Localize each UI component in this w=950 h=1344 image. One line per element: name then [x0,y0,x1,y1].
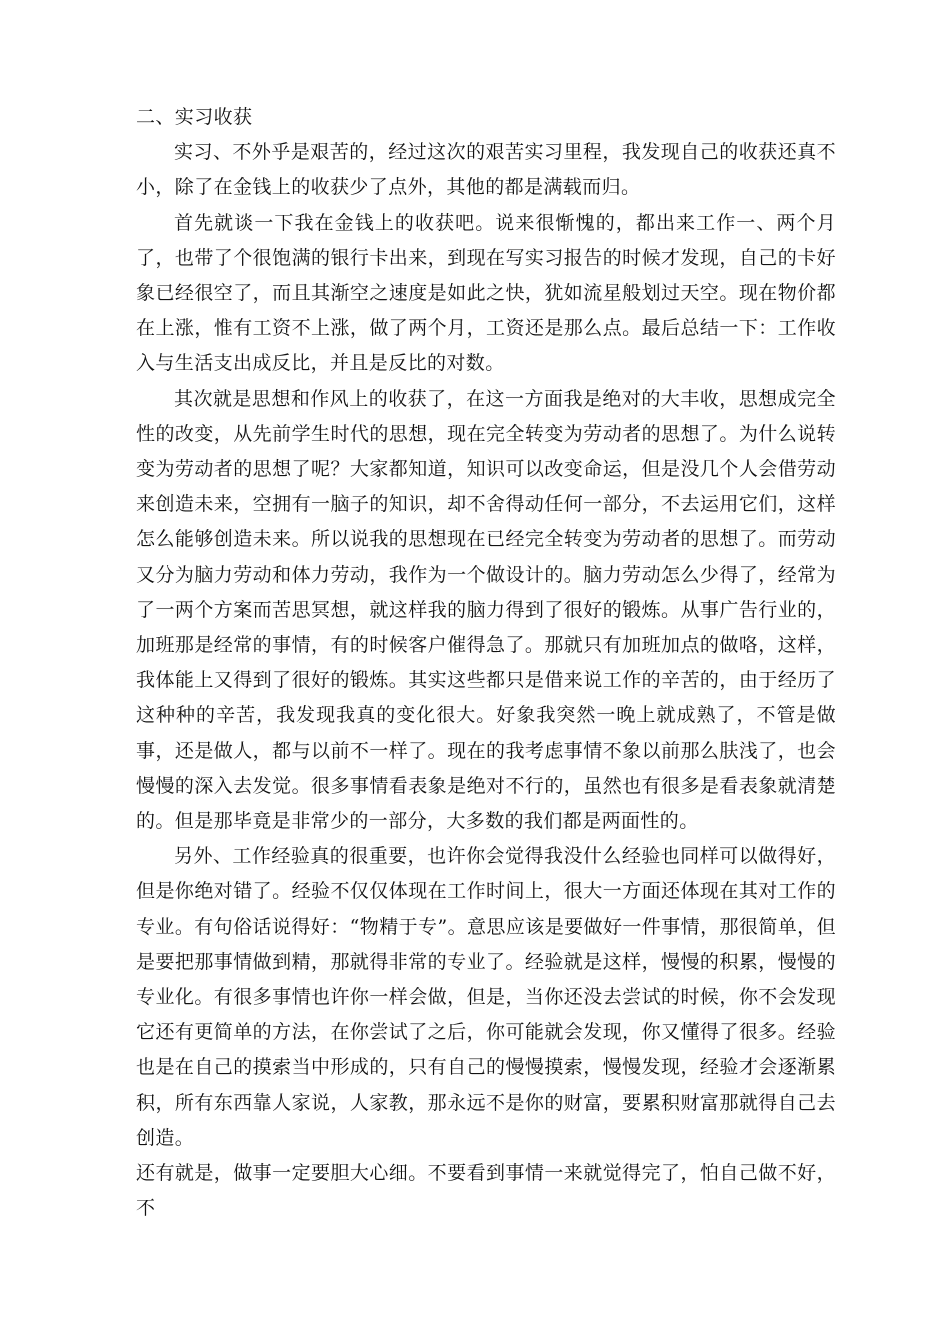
paragraph-experience: 另外、工作经验真的很重要，也许你会觉得我没什么经验也同样可以做得好，但是你绝对错了。经验不仅仅体现在工作时间上，很大一方面还体现在其对工作的专业。有句俗话说得好：“物精于专”。意思应该是要做好一件事情，那很简单，但是要把那事情做到精，那就得非常的专业了。经验就是这样，慢慢的积累，慢慢的专业化。有很多事情也许你一样会做，但是，当你还没去尝试的时候，你不会发现它还有更简单的方法，在你尝试了之后，你可能就会发现，你又懂得了很多。经验也是在自己的摸索当中形成的，只有自己的慢慢摸索，慢慢发现，经验才会逐渐累积，所有东西靠人家说，人家教，那永远不是你的财富，要累积财富那就得自己去创造。 [136,845,836,1149]
paragraph-intro: 实习、不外乎是艰苦的，经过这次的艰苦实习里程，我发现自己的收获还真不小，除了在金钱上的收获少了点外，其他的都是满载而归。 [136,141,836,199]
paragraph-thought: 其次就是思想和作风上的收获了，在这一方面我是绝对的大丰收，思想成完全性的改变，从先前学生时代的思想，现在完全转变为劳动者的思想了。为什么说转变为劳动者的思想了呢？大家都知道，知识可以改变命运，但是没几个人会借劳动来创造未来，空拥有一脑子的知识，却不舍得动任何一部分，不去运用它们，这样怎么能够创造未来。所以说我的思想现在已经完全转变为劳动者的思想了。而劳动又分为脑力劳动和体力劳动，我作为一个做设计的。脑力劳动怎么少得了，经常为了一两个方案而苦思冥想，就这样我的脑力得到了很好的锻炼。从事广告行业的，加班那是经常的事情，有的时候客户催得急了。那就只有加班加点的做咯，这样，我体能上又得到了很好的锻炼。其实这些都只是借来说工作的辛苦的，由于经历了这种种的辛苦，我发现我真的变化很大。好象我突然一晚上就成熟了，不管是做事，还是做人，都与以前不一样了。现在的我考虑事情不象以前那么肤浅了，也会慢慢的深入去发觉。很多事情看表象是绝对不行的，虽然也有很多是看表象就清楚的。但是那毕竟是非常少的一部分，大多数的我们都是两面性的。 [136,387,836,833]
paragraph-money: 首先就谈一下我在金钱上的收获吧。说来很惭愧的，都出来工作一、两个月了，也带了个很饱满的银行卡出来，到现在写实习报告的时候才发现，自己的卡好象已经很空了，而且其渐空之速度是如此之快，犹如流星般划过天空。现在物价都在上涨，惟有工资不上涨，做了两个月，工资还是那么点。最后总结一下：工作收入与生活支出成反比，并且是反比的对数。 [136,211,836,375]
section-heading: 二、实习收获 [136,106,253,128]
document-body [136,100,836,1227]
paragraph-attitude: 还有就是，做事一定要胆大心细。不要看到事情一来就觉得完了，怕自己做不好，不 [136,1162,836,1220]
